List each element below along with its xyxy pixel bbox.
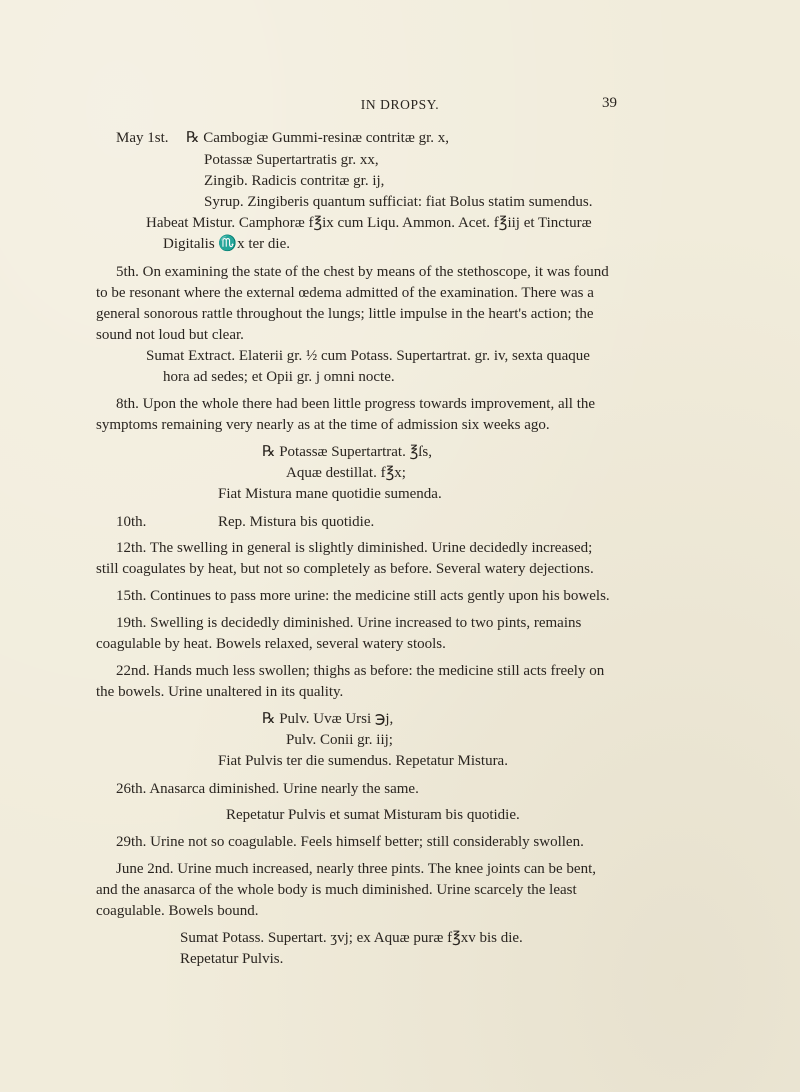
prescription-line: Habeat Mistur. Camphoræ f℥ix cum Liqu. Ammon. Acet. f℥iij et Tincturæ <box>146 215 592 231</box>
paragraph-line: coagulable by heat. Bowels relaxed, several watery stools. <box>96 636 446 652</box>
prescription-line: Rep. Mistura bis quotidie. <box>218 514 375 530</box>
paragraph-line: general sonorous rattle throughout the lungs; little impulse in the heart's action; the <box>96 306 594 322</box>
paragraph-line: sound not loud but clear. <box>96 327 244 343</box>
prescription-line: ℞ Pulv. Uvæ Ursi ℈j, <box>262 711 394 727</box>
prescription-line: Repetatur Pulvis et sumat Misturam bis quotidie. <box>226 807 520 823</box>
prescription-line: ℞ Cambogiæ Gummi-resinæ contritæ gr. x, <box>186 130 450 146</box>
prescription-line: Syrup. Zingiberis quantum sufficiat: fiat Bolus statim sumendus. <box>204 194 593 210</box>
page-number: 39 <box>602 95 617 111</box>
paragraph-line: 5th. On examining the state of the chest by means of the stethoscope, it was found <box>116 264 609 280</box>
prescription-line: Sumat Extract. Elaterii gr. ½ cum Potass. Supertartrat. gr. iv, sexta quaque <box>146 348 590 364</box>
prescription-line: Repetatur Pulvis. <box>180 951 284 967</box>
paragraph-line: 26th. Anasarca diminished. Urine nearly the same. <box>116 781 419 797</box>
paragraph-line: 8th. Upon the whole there had been little progress towards improvement, all the <box>116 396 596 412</box>
paragraph-line: the bowels. Urine unaltered in its quality. <box>96 684 344 700</box>
prescription-line: Potassæ Supertartratis gr. xx, <box>204 152 379 168</box>
prescription-line: Pulv. Conii gr. iij; <box>286 732 393 748</box>
paragraph-line: 15th. Continues to pass more urine: the medicine still acts gently upon his bowels. <box>116 588 610 604</box>
prescription-line: Zingib. Radicis contritæ gr. ij, <box>204 173 385 189</box>
paragraph-line: symptoms remaining very nearly as at the time of admission six weeks ago. <box>96 417 550 433</box>
prescription-line: ℞ Potassæ Supertartrat. ℥ſs, <box>262 444 433 460</box>
paragraph-line: still coagulates by heat, but not so completely as before. Several watery dejections. <box>96 561 594 577</box>
prescription-line: Digitalis ♏x ter die. <box>163 236 290 252</box>
date-may-1st: May 1st. <box>116 130 169 146</box>
paragraph-line: 29th. Urine not so coagulable. Feels himself better; still considerably swollen. <box>116 834 584 850</box>
paragraph-line: 19th. Swelling is decidedly diminished. Urine increased to two pints, remains <box>116 615 582 631</box>
paragraph-line: 22nd. Hands much less swollen; thighs as before: the medicine still acts freely on <box>116 663 605 679</box>
prescription-line: Sumat Potass. Supertart. ʒvj; ex Aquæ puræ f℥xv bis die. <box>180 930 523 946</box>
paragraph-line: coagulable. Bowels bound. <box>96 903 259 919</box>
prescription-line: Fiat Pulvis ter die sumendus. Repetatur Mistura. <box>218 753 508 769</box>
paragraph-line: and the anasarca of the whole body is much diminished. Urine scarcely the least <box>96 882 577 898</box>
prescription-line: Fiat Mistura mane quotidie sumenda. <box>218 486 442 502</box>
prescription-line: Aquæ destillat. f℥x; <box>286 465 406 481</box>
paragraph-line: June 2nd. Urine much increased, nearly three pints. The knee joints can be bent, <box>116 861 596 877</box>
running-header: IN DROPSY. <box>360 97 440 112</box>
paragraph-line: 12th. The swelling in general is slightly diminished. Urine decidedly increased; <box>116 540 593 556</box>
prescription-line: hora ad sedes; et Opii gr. j omni nocte. <box>163 369 395 385</box>
paragraph-line: to be resonant where the external œdema admitted of the examination. There was a <box>96 285 594 301</box>
date-10th: 10th. <box>116 514 147 530</box>
